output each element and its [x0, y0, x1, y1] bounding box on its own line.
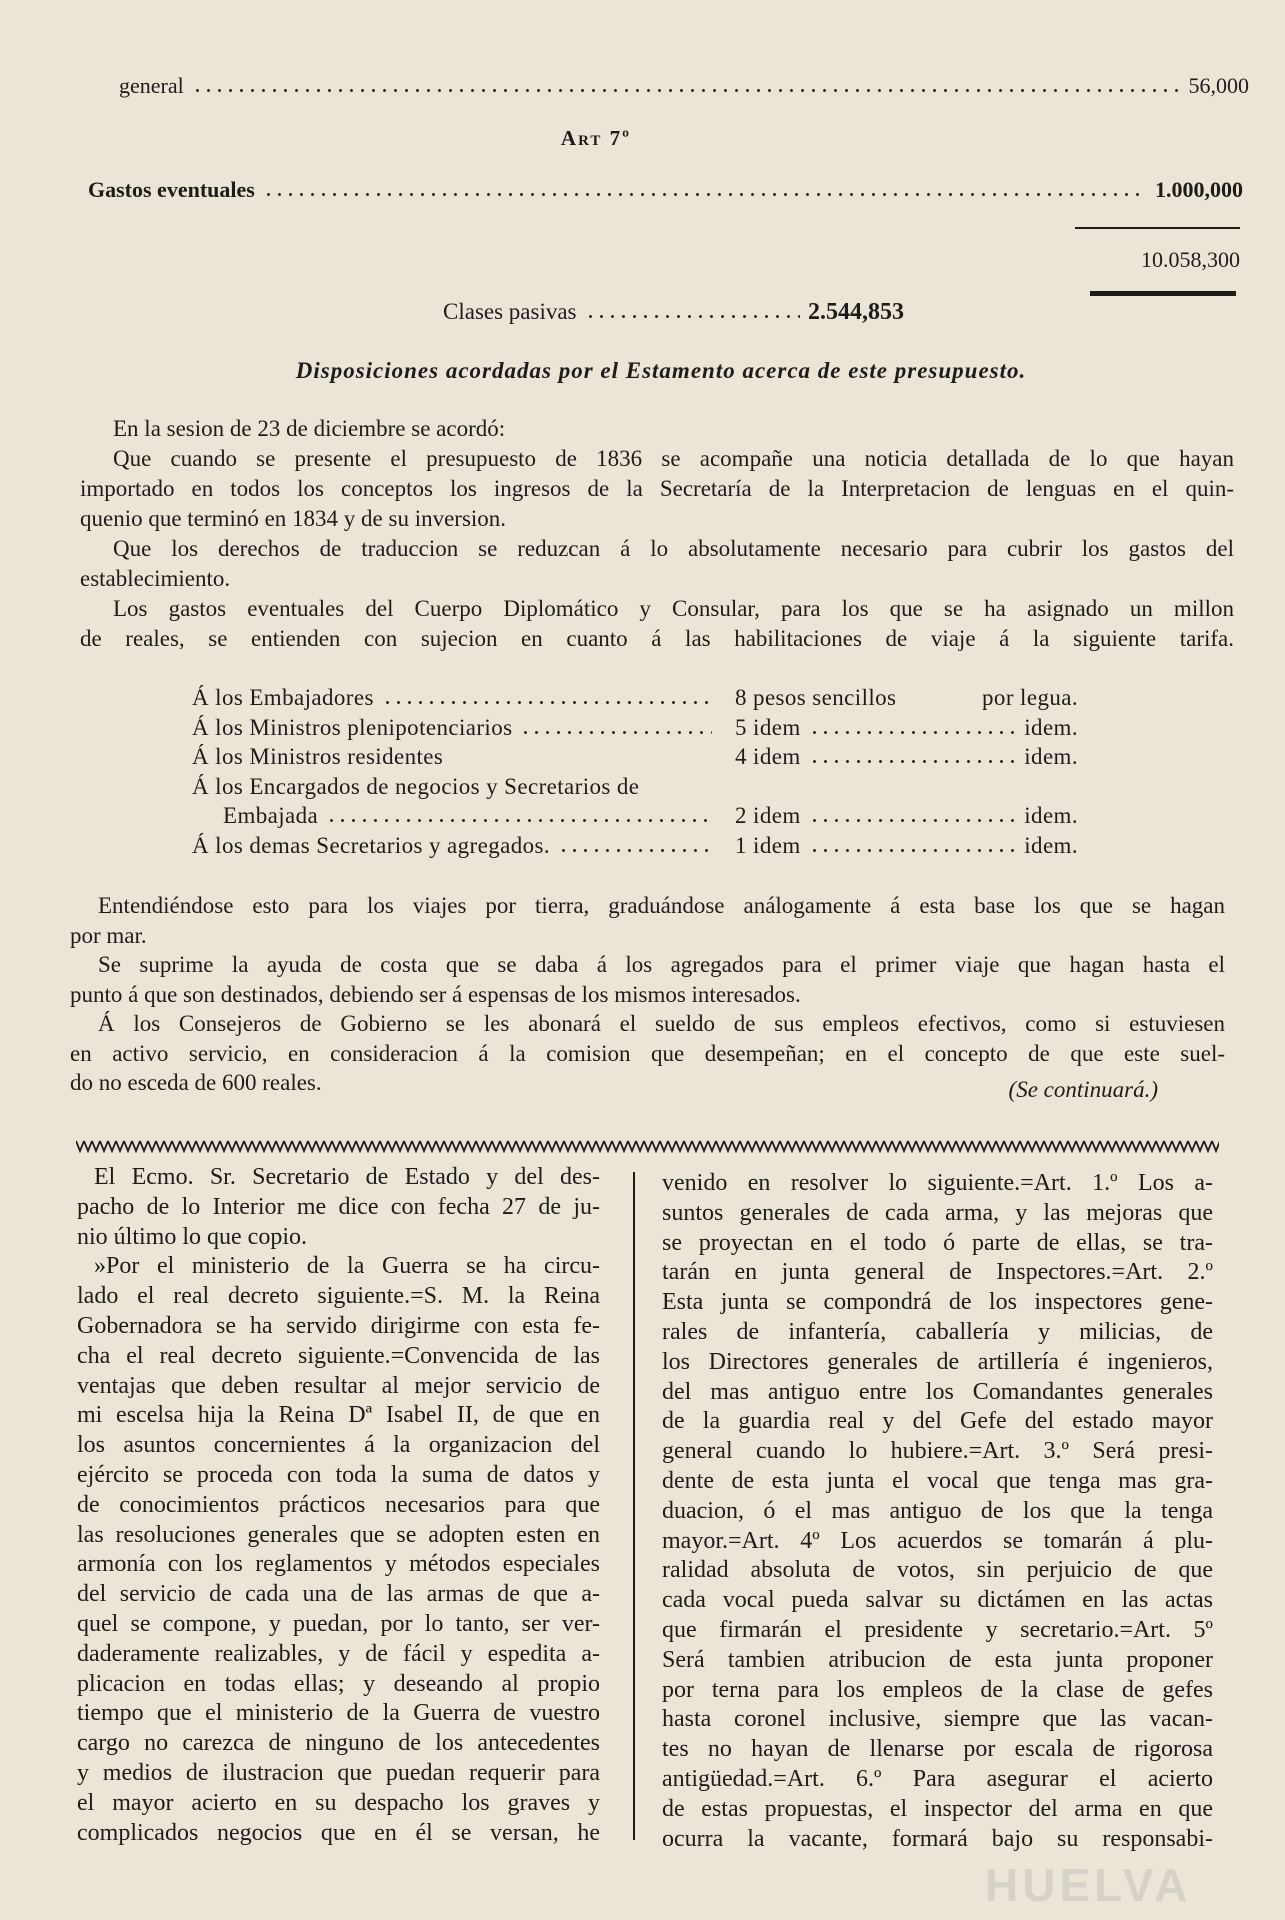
tariff-rate-cell: [735, 801, 1078, 831]
dot-leader: [585, 314, 800, 319]
tariff-rate: 4 idem: [735, 744, 801, 770]
tariff-row: [192, 713, 1078, 743]
tariff-row: [192, 683, 1078, 713]
text-line: Que cuando se presente el presupuesto de 1836 se acompañe una noticia detallada de lo que hayan: [113, 446, 1234, 471]
text-line: do no esceda de 600 reales.: [70, 1070, 322, 1095]
dot-leader: [520, 730, 712, 735]
text-line: antigüedad.=Art. 6.º Para asegurar el acierto: [662, 1765, 1213, 1792]
text-line: de conocimientos prácticos necesarios para que: [77, 1491, 600, 1518]
eventuales-row: [88, 175, 1243, 205]
tariff-rate: 5 idem: [735, 714, 801, 740]
clases-pasivas-label: Clases pasivas: [443, 299, 577, 324]
tariff-rate: 1 idem: [735, 832, 801, 858]
dot-leader: [326, 818, 712, 823]
text-line: Á los Consejeros de Gobierno se les abonará el sueldo de sus empleos efectivos, como si estuviesen: [98, 1011, 1225, 1036]
text-line: importado en todos los conceptos los ingresos de la Secretaría de la Interpretacion de lenguas en el quin-: [80, 476, 1234, 501]
tariff-recipient: Á los Embajadores: [192, 685, 374, 710]
text-line: tiempo que el ministerio de la Guerra de vuestro: [77, 1700, 600, 1727]
text-line: Entendiéndose esto para los viajes por tierra, graduándose análogamente á esta base los que se hagan: [98, 893, 1225, 918]
text-line: quel se compone, y puedan, por lo tanto, ser ver-: [77, 1610, 600, 1637]
text-line: Que los derechos de traduccion se reduzcan á lo absolutamente necesario para cubrir los gastos del: [113, 536, 1234, 561]
text-line: cha el real decreto siguiente.=Convencida de las: [77, 1342, 600, 1369]
text-line: Los gastos eventuales del Cuerpo Diplomático y Consular, para los que se ha asignado un millon: [113, 596, 1234, 621]
text-line: ventajas que deben resultar al mejor servicio de: [77, 1372, 600, 1399]
tariff-per: idem.: [1024, 803, 1078, 829]
general-amount: 56,000: [1188, 73, 1249, 98]
text-line: venido en resolver lo siguiente.=Art. 1.º Los a-: [662, 1170, 1213, 1196]
tariff-rate: 2 idem: [735, 803, 801, 829]
text-line: ocurra la vacante, formará bajo su responsabi-: [662, 1825, 1213, 1852]
text-line: daderamente realizables, y de fácil y espedita a-: [77, 1640, 600, 1667]
tariff-rate-cell: [735, 713, 1078, 743]
text-line: mi escelsa hija la Reina Dª Isabel II, de que en: [77, 1402, 600, 1429]
text-line: los Directores generales de artillería é ingenieros,: [662, 1348, 1213, 1375]
text-line: de la guardia real y del Gefe del estado mayor: [662, 1408, 1213, 1435]
tariff-recipient: Á los Encargados de negocios y Secretarios de: [192, 773, 640, 799]
text-line: El Ecmo. Sr. Secretario de Estado y del des-: [94, 1164, 600, 1190]
tariff-recipient-cell: [192, 713, 720, 743]
subtotal-amount: 10.058,300: [1141, 247, 1240, 272]
tariff-recipient-cell: [192, 683, 720, 713]
tariff-per: por legua.: [982, 685, 1078, 710]
text-line: se proyectan en el todo ó parte de ellas, se tra-: [662, 1229, 1213, 1256]
tariff-row: [192, 831, 1078, 861]
tariff-row: [192, 772, 1078, 802]
text-line: nio último lo que copio.: [77, 1223, 307, 1250]
dot-leader: [809, 818, 1017, 823]
text-line: tarán en junta general de Inspectores.=Art. 2.º: [662, 1259, 1213, 1286]
text-line: dente de esta junta el vocal que tenga mas gra-: [662, 1467, 1213, 1494]
tariff-rate-cell: [735, 742, 1078, 772]
clases-pasivas-amount: 2.544,853: [808, 299, 904, 325]
text-line: tes no hayan de llenarse por escala de rigorosa: [662, 1736, 1213, 1763]
text-line: ejército se proceda con toda la suma de datos y: [77, 1461, 600, 1488]
text-line: el mayor acierto en su despacho los graves y: [77, 1789, 600, 1816]
text-line: En la sesion de 23 de diciembre se acordó:: [113, 416, 506, 441]
text-line: »Por el ministerio de la Guerra se ha circu-: [94, 1253, 600, 1280]
text-line: del mas antiguo entre los Comandantes generales: [662, 1378, 1213, 1405]
text-line: mayor.=Art. 4º Los acuerdos se tomarán á plu-: [662, 1527, 1213, 1554]
text-line: suntos generales de cada arma, y las mejoras que: [662, 1199, 1213, 1226]
text-line: plicacion en todas ellas; y deseando al propio: [77, 1670, 600, 1697]
dot-leader: [558, 848, 712, 853]
text-line: complicados negocios que en él se versan, he: [77, 1819, 600, 1846]
dot-leader: [382, 700, 712, 705]
eventuales-amount: 1.000,000: [1155, 177, 1243, 202]
eventuales-label: Gastos eventuales: [88, 177, 255, 202]
text-line: pacho de lo Interior me dice con fecha 27 de ju-: [77, 1193, 600, 1220]
general-total-row: [119, 71, 1249, 101]
text-line: por mar.: [70, 922, 147, 948]
section-heading: Disposiciones acordadas por el Estamento acerca de este presupuesto.: [295, 358, 1027, 383]
tariff-row: [192, 742, 1078, 772]
text-line: los asuntos concernientes á la organizacion del: [77, 1432, 600, 1459]
dispositions-continued-text: [70, 891, 1225, 1098]
tariff-recipient: Á los Ministros residentes: [192, 744, 444, 770]
text-line: duacion, ó el mas antiguo de los que la tenga: [662, 1497, 1213, 1524]
sum-rule: [1075, 227, 1240, 229]
text-line: establecimiento.: [80, 566, 231, 591]
tariff-rate: 8 pesos sencillos: [735, 685, 897, 710]
tariff-table: [192, 683, 1078, 861]
dot-leader: [809, 730, 1017, 735]
text-line: Esta junta se compondrá de los inspectores gene-: [662, 1289, 1213, 1316]
tariff-per: idem.: [1024, 714, 1078, 740]
text-line: ralidad absoluta de votos, sin perjuicio de que: [662, 1557, 1213, 1584]
right-column-text: [662, 1169, 1213, 1854]
text-line: general cuando lo hubiere.=Art. 3.º Será presi-: [662, 1438, 1213, 1465]
column-divider: [633, 1172, 635, 1840]
text-line: de estas propuestas, el inspector del arma en que: [662, 1795, 1213, 1822]
tariff-recipient-cell: [192, 772, 720, 802]
tariff-per: idem.: [1024, 832, 1078, 858]
archive-watermark: HUELVA: [985, 1859, 1192, 1911]
text-line: punto á que son destinados, debiendo ser á espensas de los mismos interesados.: [70, 981, 801, 1007]
tariff-recipient: Á los Ministros plenipotenciarios: [192, 714, 513, 740]
dot-leader: [809, 759, 1017, 764]
text-line: cargo no carezca de ninguno de los antecedentes: [77, 1730, 600, 1757]
text-line: Será tambien atribucion de esta junta proponer: [662, 1646, 1213, 1673]
text-line: armonía con los reglamentos y métodos especiales: [77, 1551, 600, 1578]
article-heading: Art 7º: [560, 126, 632, 150]
text-line: Gobernadora se ha servido dirigirme con esta fe-: [77, 1312, 600, 1339]
tariff-rate-cell: [735, 683, 1078, 713]
tariff-recipient-continued: Embajada: [223, 803, 319, 829]
text-line: las resoluciones generales que se adopten esten en: [77, 1521, 600, 1548]
text-line: Se suprime la ayuda de costa que se daba á los agregados para el primer viaje que hagan hasta el: [98, 952, 1225, 977]
text-line: que firmarán el presidente y secretario.=Art. 5º: [662, 1616, 1213, 1643]
text-line: rales de infantería, caballería y milicias, de: [662, 1318, 1213, 1345]
general-label: general: [119, 73, 184, 98]
tariff-rate-cell: [735, 831, 1078, 861]
ornamental-divider: [76, 1139, 1219, 1153]
text-line: lado el real decreto siguiente.=S. M. la Reina: [77, 1283, 600, 1310]
clases-pasivas-row: [443, 297, 904, 327]
text-line: por terna para los empleos de la clase de gefes: [662, 1676, 1213, 1703]
text-line: hasta coronel inclusive, siempre que las vacan-: [662, 1706, 1213, 1733]
tariff-recipient-cell: [192, 831, 720, 861]
tariff-recipient: Á los demas Secretarios y agregados.: [192, 832, 551, 858]
text-line: quenio que terminó en 1834 y de su inversion.: [80, 506, 507, 531]
dot-leader: [263, 192, 1147, 197]
total-rule: [1090, 291, 1236, 296]
tariff-recipient-cell: [192, 801, 720, 831]
continuation-note: (Se continuará.): [1008, 1077, 1158, 1102]
tariff-row-continued: [192, 801, 1078, 831]
text-line: de reales, se entienden con sujecion en cuanto á las habilitaciones de viaje á la siguiente tarifa.: [80, 626, 1234, 651]
text-line: cada vocal pueda salvar su dictámen en las actas: [662, 1587, 1213, 1614]
dot-leader: [192, 88, 1181, 93]
dispositions-text: [80, 414, 1234, 654]
text-line: y medios de ilustracion que puedan requerir para: [77, 1759, 600, 1786]
text-line: en activo servicio, en consideracion á la comision que desempeñan; en el concepto de que este suel-: [70, 1040, 1225, 1066]
text-line: del servicio de cada una de las armas de que a-: [77, 1581, 600, 1608]
tariff-per: idem.: [1024, 744, 1078, 770]
tariff-recipient-cell: [192, 742, 720, 772]
dot-leader: [809, 848, 1017, 853]
left-column-text: [77, 1163, 600, 1848]
